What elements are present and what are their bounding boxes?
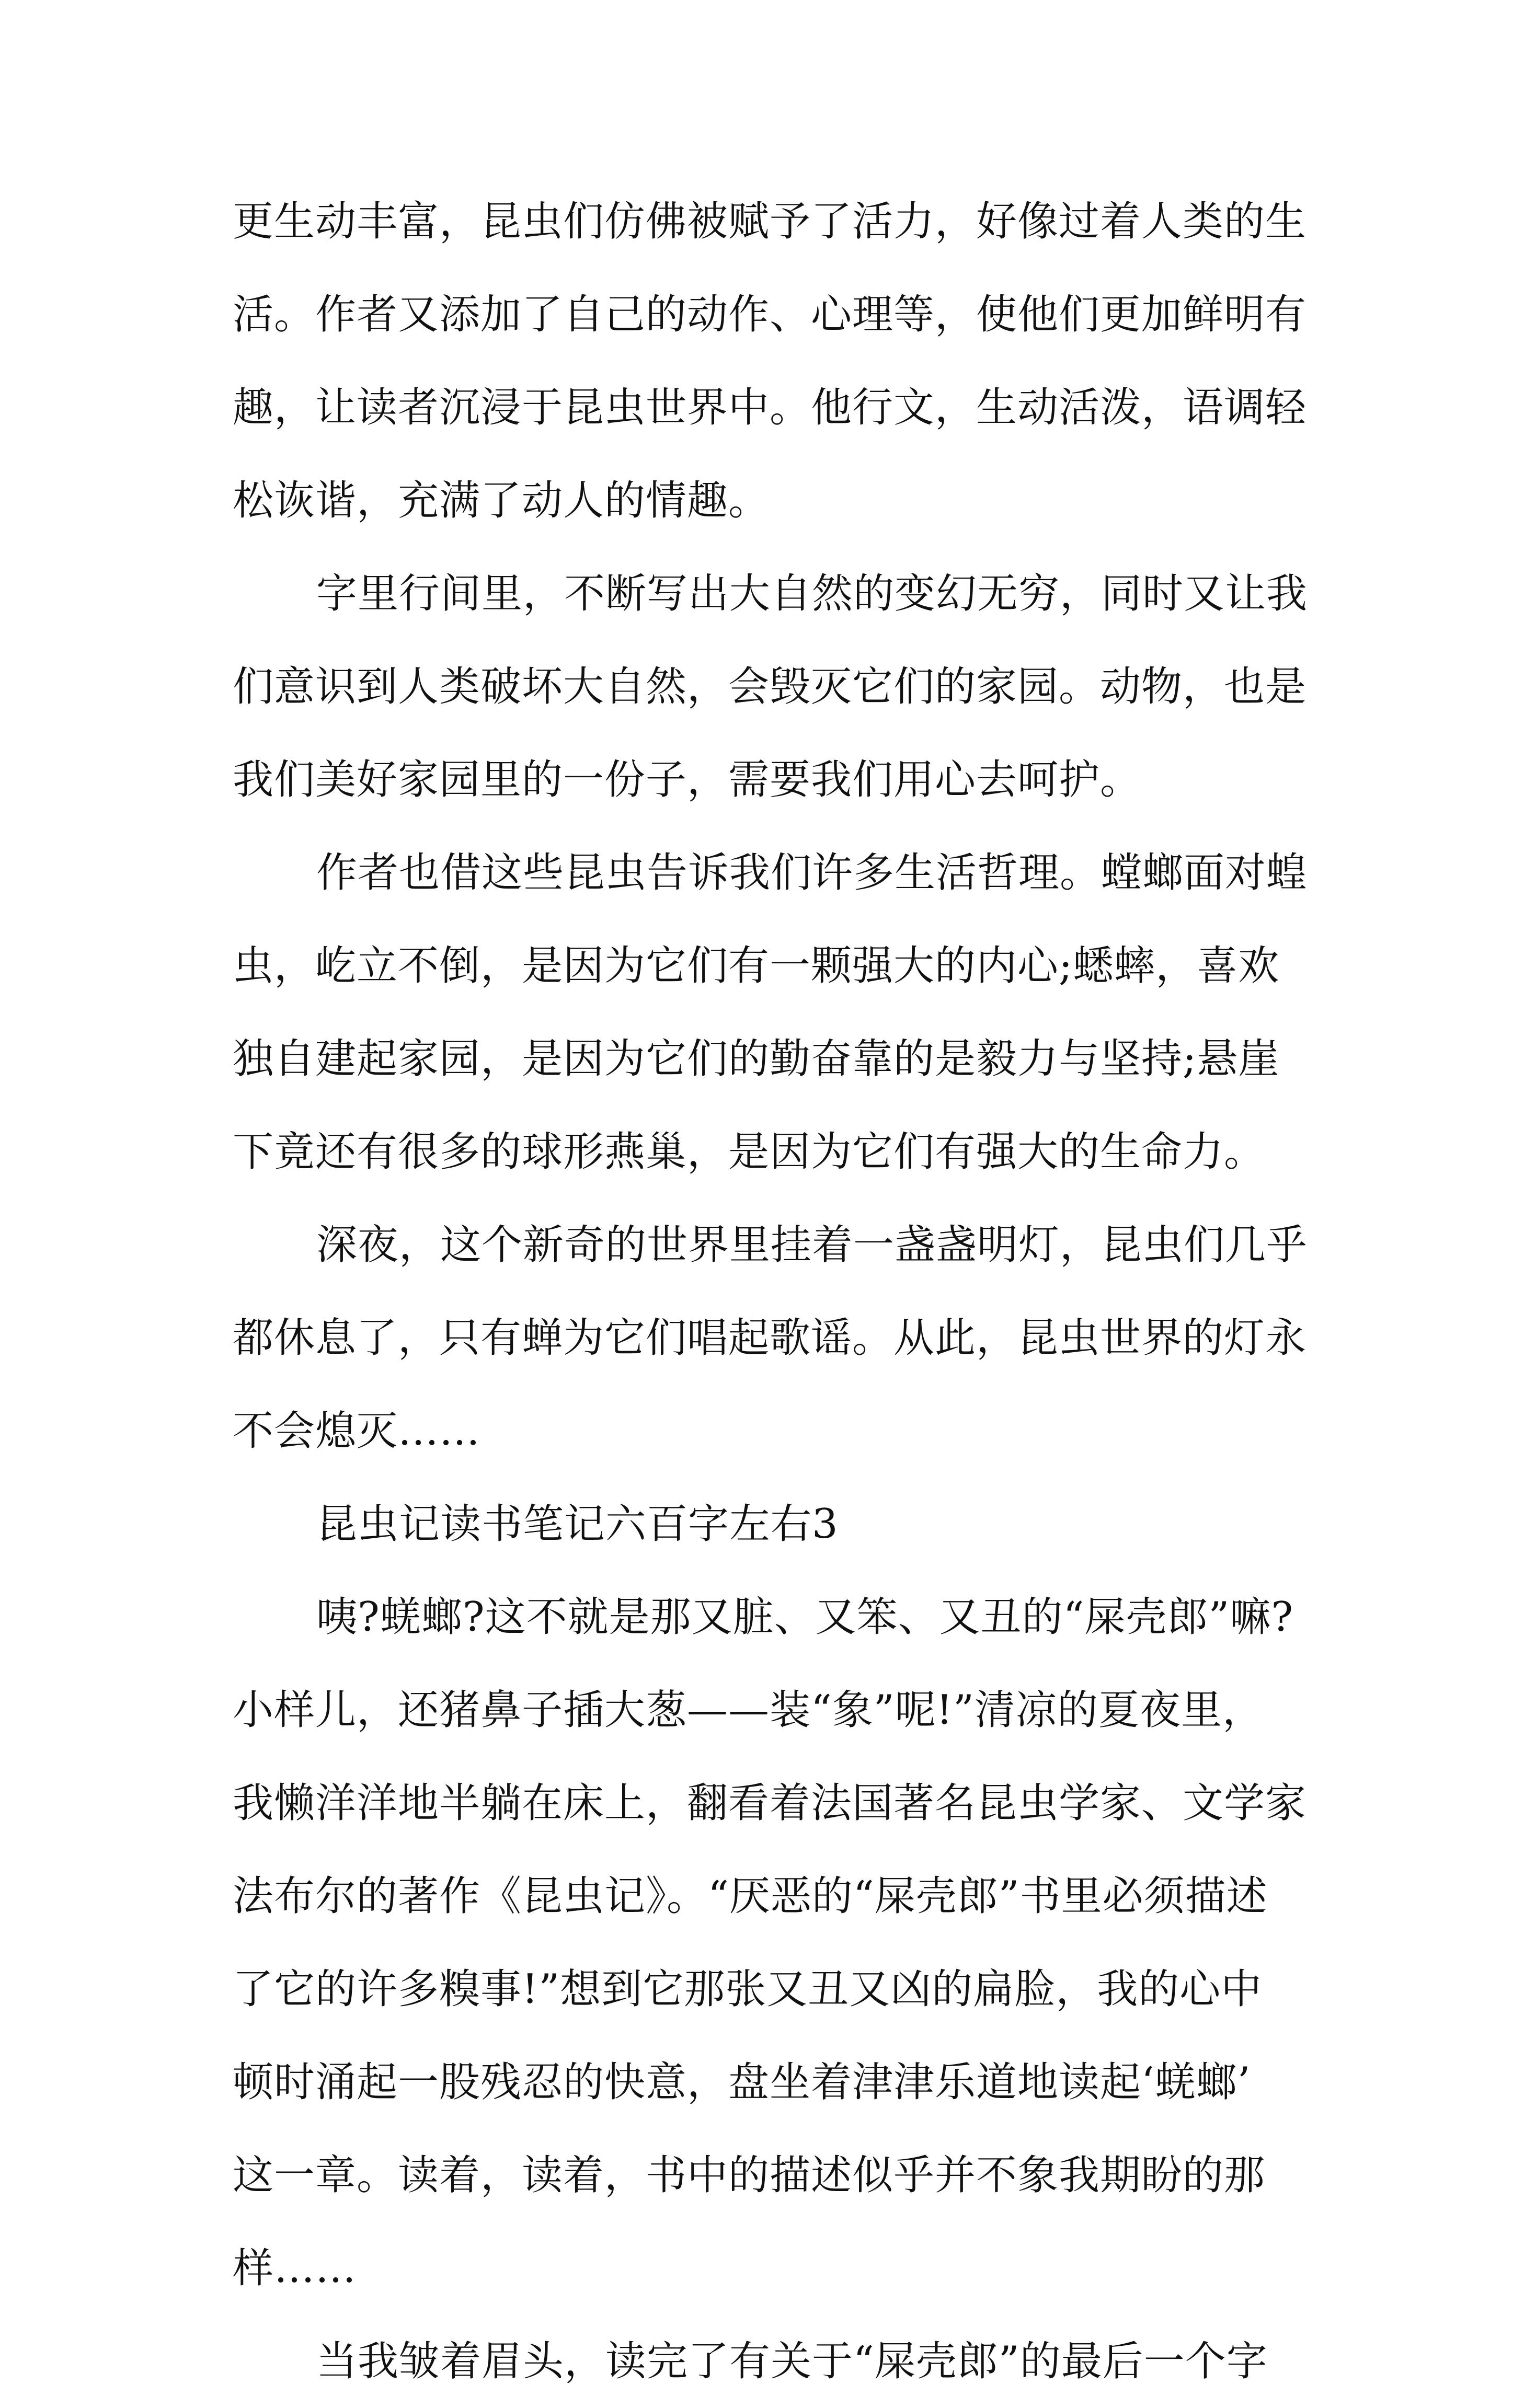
text-line: 小样儿，还猪鼻子插大葱——装“象”呢!”清凉的夏夜里， — [233, 1687, 1264, 1734]
text-line: 我们美好家园里的一份子，需要我们用心去呵护。 — [233, 756, 1142, 803]
text-line: 独自建起家园，是因为它们的勤奋靠的是毅力与坚持;悬崖 — [233, 1035, 1280, 1082]
text-line: 样…… — [233, 2245, 357, 2292]
text-line: 顿时涌起一股残忍的快意，盘坐着津津乐道地读起‘蜣螂’ — [233, 2059, 1251, 2106]
text-line: 趣，让读者沉浸于昆虫世界中。他行文，生动活泼，语调轻 — [233, 384, 1307, 431]
text-line: 不会熄灭…… — [233, 1408, 481, 1455]
text-line: 都休息了，只有蝉为它们唱起歌谣。从此，昆虫世界的灯永 — [233, 1315, 1307, 1362]
paragraph-first-line: 作者也借这些昆虫告诉我们许多生活哲理。螳螂面对蝗 — [316, 849, 1308, 896]
text-line: 这一章。读着，读着，书中的描述似乎并不象我期盼的那 — [233, 2152, 1266, 2199]
text-line: 法布尔的著作《昆虫记》。“厌恶的“屎壳郎”书里必须描述 — [233, 1873, 1268, 1920]
text-line: 们意识到人类破坏大自然，会毁灭它们的家园。动物，也是 — [233, 663, 1307, 710]
text-line: 了它的许多糗事!”想到它那张又丑又凶的扁脸，我的心中 — [233, 1966, 1263, 2013]
paragraph-first-line: 咦?蜣螂?这不就是那又脏、又笨、又丑的“屎壳郎”嘛? — [316, 1594, 1294, 1641]
paragraph-first-line: 字里行间里，不断写出大自然的变幻无穷，同时又让我 — [316, 570, 1308, 617]
text-line: 虫，屹立不倒，是因为它们有一颗强大的内心;蟋蟀，喜欢 — [233, 942, 1280, 989]
section-heading: 昆虫记读书笔记六百字左右3 — [316, 1501, 839, 1548]
text-line: 松诙谐，充满了动人的情趣。 — [233, 477, 770, 524]
text-line: 更生动丰富，昆虫们仿佛被赋予了活力，好像过着人类的生 — [233, 198, 1307, 245]
text-line: 下竟还有很多的球形燕巢，是因为它们有强大的生命力。 — [233, 1128, 1266, 1176]
paragraph-first-line: 深夜，这个新奇的世界里挂着一盏盏明灯，昆虫们几乎 — [316, 1222, 1308, 1269]
document-body — [233, 175, 1308, 2408]
text-line: 我懒洋洋地半躺在床上，翻看着法国著名昆虫学家、文学家 — [233, 1780, 1307, 1827]
text-line: 活。作者又添加了自己的动作、心理等，使他们更加鲜明有 — [233, 291, 1307, 338]
paragraph-first-line: 当我皱着眉头，读完了有关于“屎壳郎”的最后一个字 — [316, 2338, 1268, 2385]
